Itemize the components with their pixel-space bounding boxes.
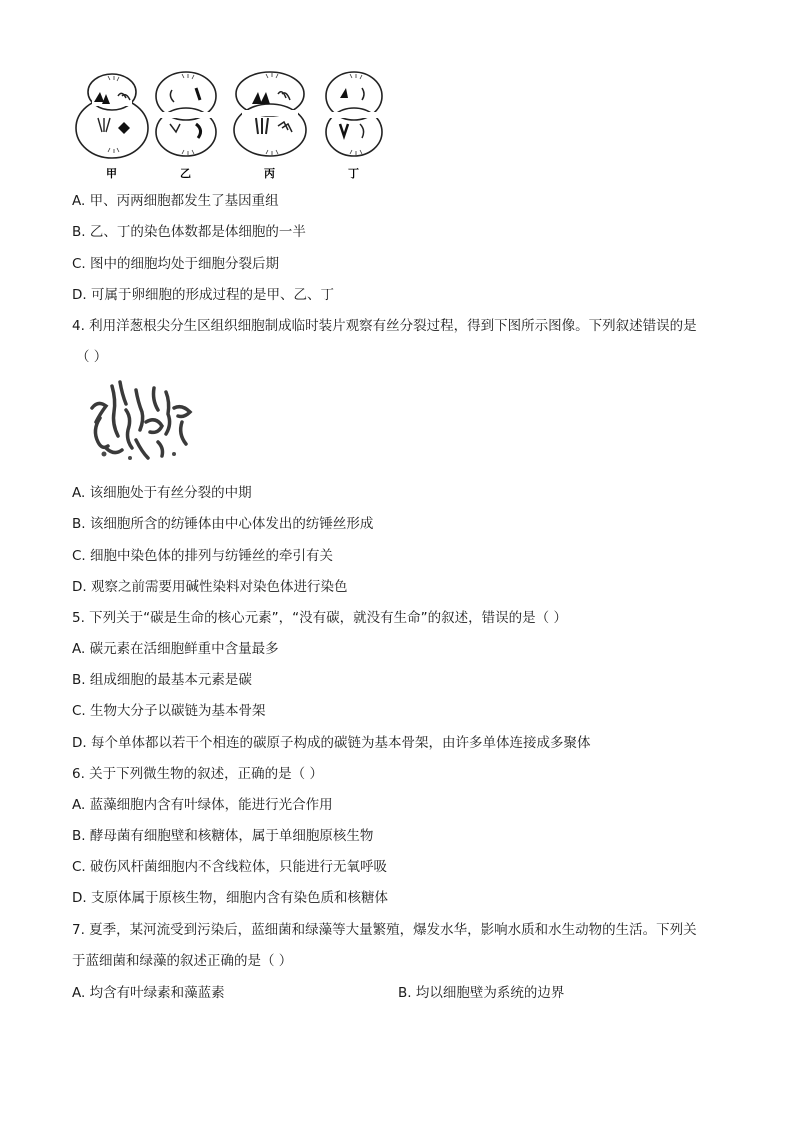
q3-option-c: C. 图中的细胞均处于细胞分裂后期	[72, 256, 280, 272]
q3-option-d: D. 可属于卵细胞的形成过程的是甲、乙、丁	[72, 287, 334, 303]
q7-option-a: A. 均含有叶绿素和藻蓝素	[72, 985, 225, 1001]
q6-option-d: D. 支原体属于原核生物，细胞内含有染色质和核糖体	[72, 890, 388, 906]
q7-stem-line2: 于蓝细菌和绿藻的叙述正确的是（ ）	[72, 953, 293, 969]
q4-option-b: B. 该细胞所含的纺锤体由中心体发出的纺锤丝形成	[72, 516, 374, 532]
q5-stem: 5. 下列关于“碳是生命的核心元素”，“没有碳，就没有生命”的叙述，错误的是（ ）	[72, 610, 567, 626]
q5-option-d: D. 每个单体都以若干个相连的碳原子构成的碳链为基本骨架，由许多单体连接成多聚体	[72, 735, 591, 751]
q3-option-b: B. 乙、丁的染色体数都是体细胞的一半	[72, 224, 306, 240]
q5-option-c: C. 生物大分子以碳链为基本骨架	[72, 703, 266, 719]
cell-division-figure	[72, 66, 392, 184]
q4-option-a: A. 该细胞处于有丝分裂的中期	[72, 485, 252, 501]
q5-option-a: A. 碳元素在活细胞鲜重中含量最多	[72, 641, 279, 657]
label-bing: 丙	[264, 167, 275, 180]
label-yi: 乙	[180, 167, 191, 180]
label-ding: 丁	[348, 167, 359, 180]
q4-option-d: D. 观察之前需要用碱性染料对染色体进行染色	[72, 579, 348, 595]
label-jia: 甲	[106, 167, 117, 180]
q6-option-c: C. 破伤风杆菌细胞内不含线粒体，只能进行无氧呼吸	[72, 859, 388, 875]
cell-ding	[326, 72, 382, 180]
q4-option-c: C. 细胞中染色体的排列与纺锤丝的牵引有关	[72, 548, 334, 564]
chromosome-micrograph	[86, 378, 202, 464]
q6-stem: 6. 关于下列微生物的叙述，正确的是（ ）	[72, 766, 323, 782]
cell-yi	[156, 72, 216, 180]
q4-stem-line2: （ ）	[76, 349, 108, 365]
cell-bing	[234, 72, 306, 180]
q5-option-b: B. 组成细胞的最基本元素是碳	[72, 672, 252, 688]
q7-stem-line1: 7. 夏季，某河流受到污染后，蓝细菌和绿藻等大量繁殖，爆发水华，影响水质和水生动物的生活。下列关	[72, 922, 697, 938]
q6-option-b: B. 酵母菌有细胞壁和核糖体，属于单细胞原核生物	[72, 828, 374, 844]
cell-jia	[76, 74, 148, 180]
q4-stem-line1: 4. 利用洋葱根尖分生区组织细胞制成临时装片观察有丝分裂过程，得到下图所示图像。下列叙述错误的是	[72, 318, 697, 334]
q7-option-b: B. 均以细胞壁为系统的边界	[398, 985, 565, 1001]
q3-option-a: A. 甲、丙两细胞都发生了基因重组	[72, 193, 279, 209]
q6-option-a: A. 蓝藻细胞内含有叶绿体，能进行光合作用	[72, 797, 333, 813]
